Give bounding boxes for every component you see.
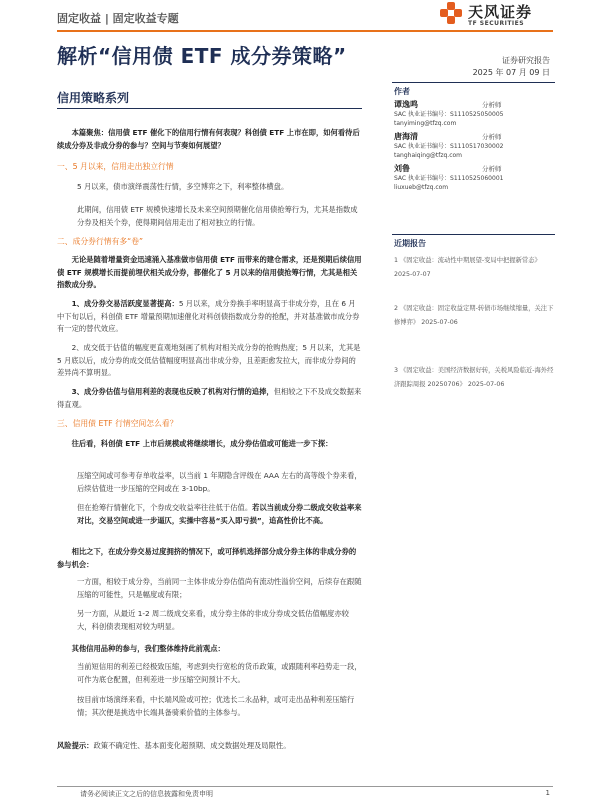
body-paragraph [57,694,362,719]
summary-text: 信用债 ETF 催化下的信用行情有何表现？科创债 ETF 上市在即，如何看待后续成分券及非成分券的参与？空间与节奏如何展望？ [57,128,360,150]
body-paragraph [57,608,362,633]
recent-reports-heading: 近期报告 [394,239,426,248]
sidebar-divider [392,234,555,235]
body-paragraph [57,438,362,451]
paragraph-text: 但在抢筹行情催化下，个券成交收益率往往低于估值。 [77,503,253,512]
series-title: 信用策略系列 [57,91,130,105]
paragraph-lead: 1、成分券交易活跃度显著提高： [71,299,179,308]
report-type: 证券研究报告 [502,56,550,65]
body-paragraph [57,204,362,229]
author-name: 刘鲁 [394,164,410,173]
series-divider [57,108,362,109]
author-card [394,164,554,192]
body-paragraph [57,386,362,411]
paragraph-emphasis: 若以当前成分券二级成交收益率来对比，交易空间或进一步逼仄，实操中容易“买入即亏损”，追高性价比不高。 [77,503,362,525]
author-cert: SAC 执业证书编号：S1110517030002 [394,143,504,150]
body-paragraph [57,298,362,336]
paragraph-text: 相比之下，在成分券交易过度拥挤的情况下，或可择机选择部分成分券主体的非成分券的参与机会： [57,547,357,569]
summary-label: 本篇聚焦： [71,128,109,137]
paragraph-text: 其他信用品种的参与，我们整体维持此前观点： [71,644,225,653]
risk-text: 政策不确定性、基本面变化超预期、成交数据处理及局限性。 [93,741,291,750]
body-paragraph [57,502,362,527]
section-heading: 三、信用债 ETF 行情空间怎么看？ [57,419,178,428]
paragraph-text [57,204,362,229]
body-paragraph [57,254,362,292]
author-card [394,100,554,128]
page-title: 解析“信用债 ETF 成分券策略” [57,44,347,68]
company-logo [440,2,550,32]
author-email[interactable]: tanghaiqing@tfzq.com [394,152,463,159]
paragraph-text: 一方面，相较于成分券，当前同一主体非成分券估值尚有流动性溢价空间，后续存在跟随压缩的可能性，只是幅度或有限； [77,577,362,599]
paragraph-text: 无论是随着增量资金迅速涌入基准做市信用债 ETF 而带来的建仓需求，还是预期后续信用债 ETF 规模增长而提前埋伏相关成分券，都催化了 5 月以来的信用债抢筹行情，尤其是相关指数成分券。 [57,255,362,290]
paragraph-text: 5 月以来，债市演绎震荡性行情，多空博弈之下，利率整体横盘。 [77,182,289,191]
footer-divider [57,786,553,787]
paragraph-text: 但相较之下不及成交数据来得直观。 [57,387,362,409]
breadcrumb: 固定收益 | 固定收益专题 [57,12,179,25]
paragraph-text: 5 月以来，成分券换手率明显高于非成分券，且在 6 月中下旬以后，科创债 ETF 增量预期加速催化对科创债指数成分券的抢配，并对基准做市成分券有一定的替代效应。 [57,299,360,334]
paragraph-text: 按目前市场演绎来看，中长端风险或可控；优选长二永品种，或可走出品种利差压缩行情；其次便是挑选中长端具备骑乘价值的主体参与。 [77,695,355,717]
recent-report-link[interactable]: 1 《固定收益：流动性中期展望-变局中把握新常态》 2025-07-07 [394,257,541,278]
body-paragraph [57,661,362,686]
section-heading: 二、成分券行情有多“卷” [57,237,144,246]
author-name: 唐海清 [394,132,418,141]
body-paragraph [57,181,362,194]
summary-paragraph [57,127,362,152]
body-paragraph [57,576,362,601]
paragraph-text: 往后看，科创债 ETF 上市后规模或将继续增长，成分券估值或可能进一步下探： [71,439,333,448]
author-name: 谭逸鸣 [394,100,418,109]
author-cert: SAC 执业证书编号：S1110525050005 [394,111,504,118]
page-number: 1 [545,789,550,797]
risk-label: 风险提示： [57,741,94,750]
author-role: 分析师 [482,133,502,141]
paragraph-text: 当前短信用的利差已经极致压缩，考虑到央行宽松的货币政策，或跟随利率趋势走一段，可作为底仓配置，但利差进一步压缩空间预计不大。 [77,662,362,684]
author-card [394,132,554,160]
header-divider [57,30,553,32]
body-paragraph [57,643,362,656]
author-role: 分析师 [482,165,502,173]
paragraph-text: 2、成交低于估值的幅度更直观地刻画了机构对相关成分券的抢购热度；5 月以来，尤其是 5 月底以后，成分券的成交低估值幅度明显高出非成分券，且差距愈发拉大，而非成分券间的差异尚不算明显。 [57,343,361,378]
logo-icon [440,2,462,24]
recent-report-link[interactable]: 2 《固定收益：固定收益定期-转债市场继续缩量，关注下修博弈》 2025-07-06 [394,305,554,326]
authors-heading: 作者 [394,87,410,96]
paragraph-lead: 3、成分券估值与信用利差的表现也反映了机构对行情的追捧， [71,387,274,396]
report-date: 2025 年 07 月 09 日 [472,68,550,77]
section-heading: 一、5 月以来，信用走出独立行情 [57,162,174,171]
paragraph-text: 另一方面，从最近 1-2 周二级成交来看，成分券主体的非成分券成交低估值幅度亦较大，科创债表现相对较为明显。 [77,609,349,631]
author-email[interactable]: tanyiming@tfzq.com [394,120,457,127]
risk-note [57,740,362,753]
author-role: 分析师 [482,101,502,109]
body-paragraph [57,342,362,380]
paragraph-text: 压缩空间或可参考存单收益率，以当前 1 年期隐含评级在 AAA 左右的高等级个券来看，后续估值进一步压缩的空间或在 3-10bp。 [77,471,362,493]
paragraph-text-span: 此期间，信用债 ETF 规模快速增长及未来空间预期催化信用债抢筹行为，尤其是指数成分券及相关个券，使得期间信用走出了相对独立的行情。 [77,205,358,227]
author-cert: SAC 执业证书编号：S1110525060001 [394,175,504,182]
sidebar-divider [392,82,555,83]
recent-report-link[interactable]: 3 《固定收益：美国经济数据好转，关税风险临近-海外经济跟踪周报 20250706》 2025-07-06 [394,367,554,388]
body-paragraph [57,546,362,571]
logo-subtext: TF SECURITIES [468,20,525,27]
body-paragraph [57,470,362,495]
author-email[interactable]: liuxueb@tfzq.com [394,184,449,191]
disclaimer: 请务必阅读正文之后的信息披露和免责申明 [80,790,213,798]
logo-text: 天风证券 [468,3,533,21]
